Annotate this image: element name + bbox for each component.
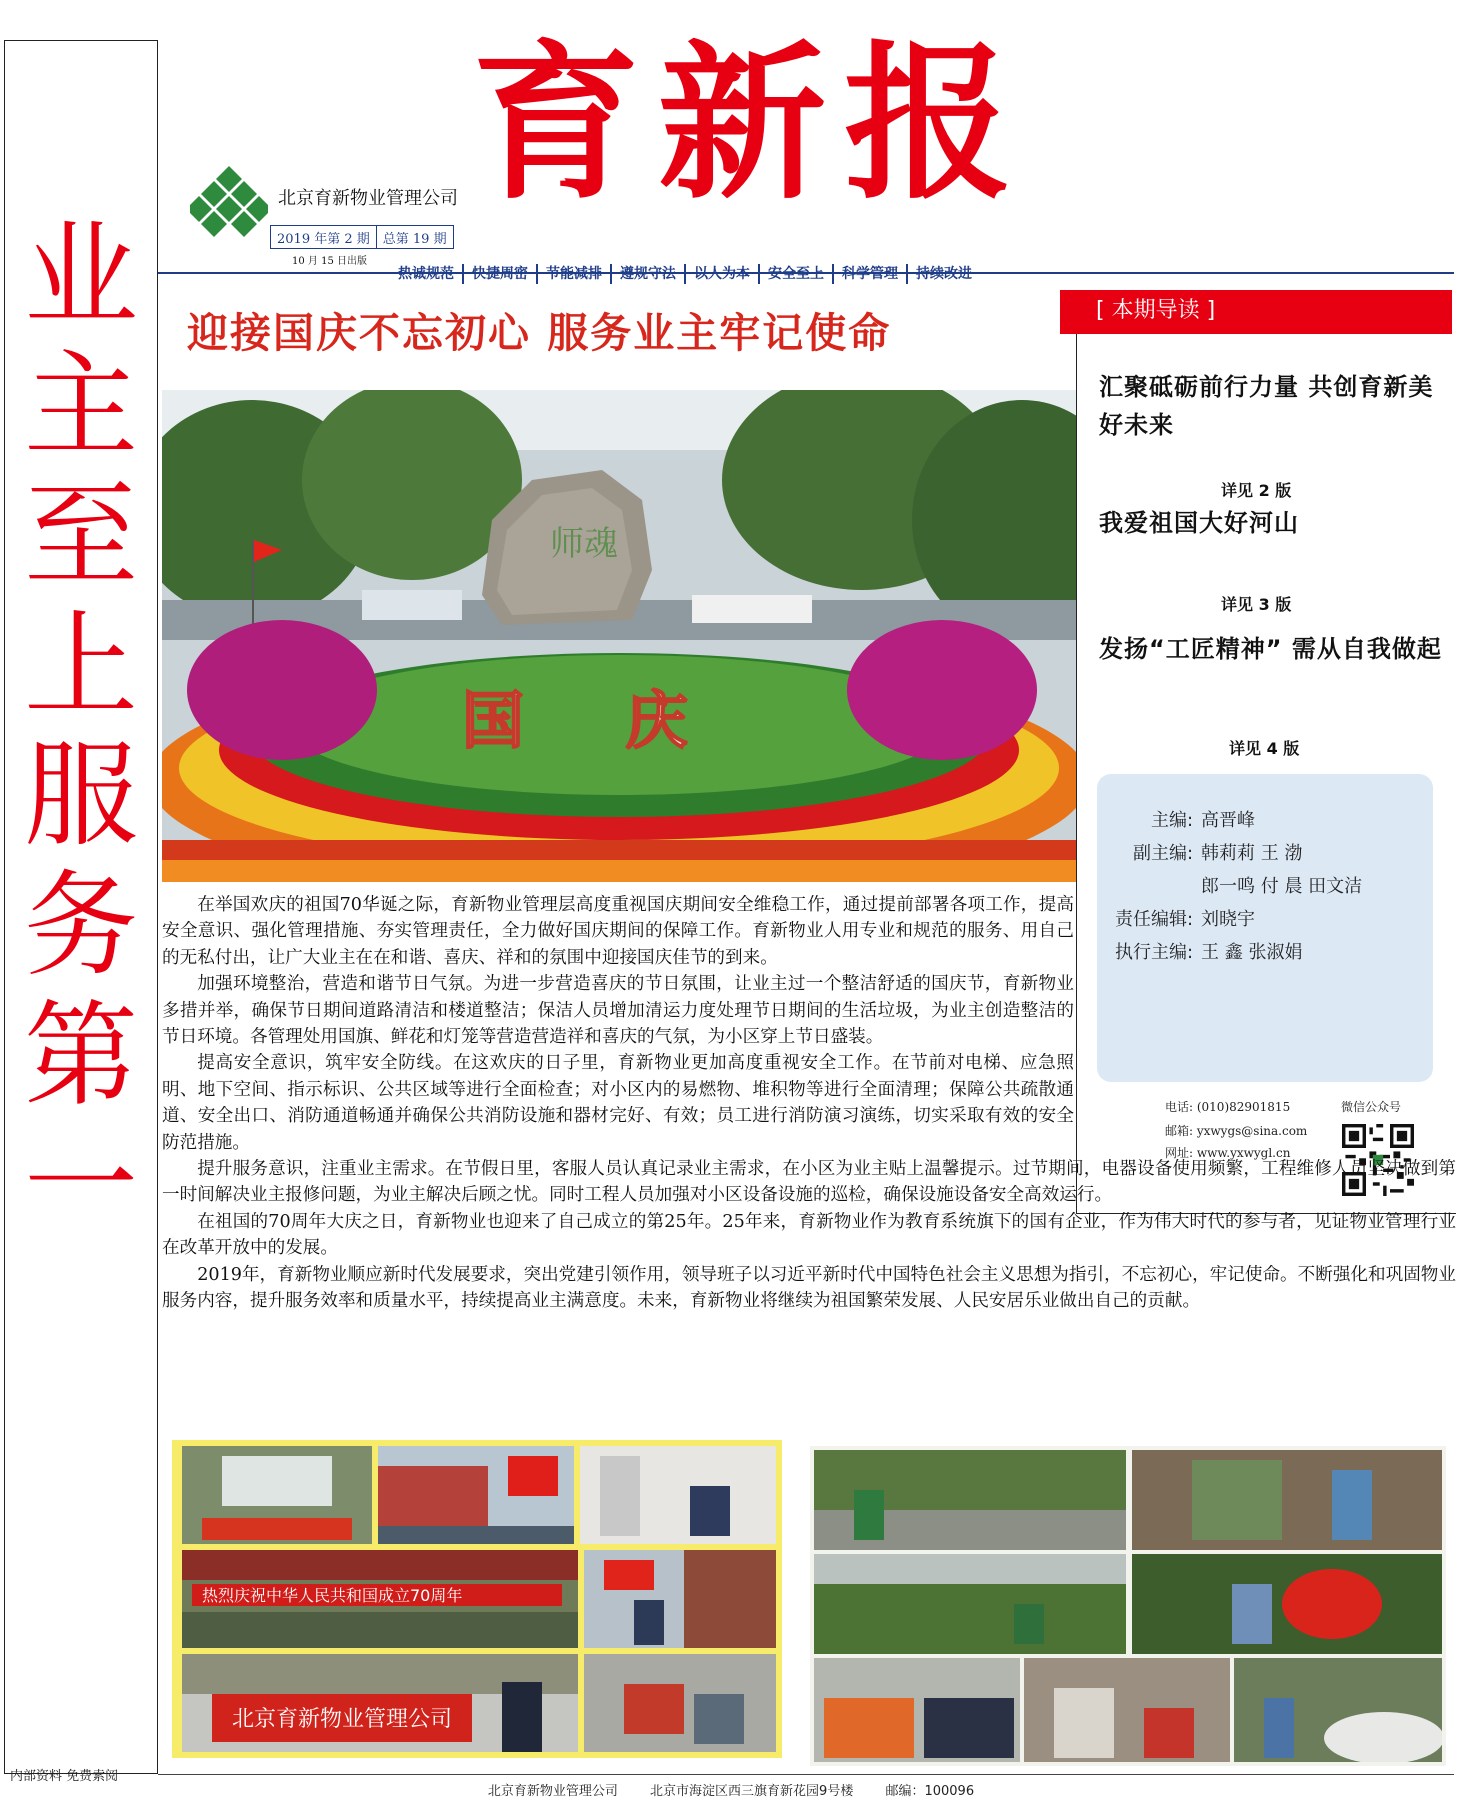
celebration-banner-photo [182,1550,578,1648]
motto-item: 科学管理 [832,264,906,284]
fire-extinguisher-photo [1234,1658,1442,1762]
slogan-char: 服 [23,729,138,862]
national-day-flowerbed-photo [162,390,1076,882]
deputy-editors: 韩莉莉 王 渤 [1201,843,1303,864]
photo-collage-right [810,1446,1446,1766]
side-footer-note: 内部资料 免费索阅 [10,1769,119,1784]
issue-total: 总第 19 期 [376,226,453,248]
company-banner-photo [182,1654,578,1752]
slogan-char: 一 [23,1119,138,1252]
guide-ref-1: 详见 2 版 [1221,481,1292,500]
banner-text-2: 北京育新物业管理公司 [232,1707,453,1732]
motto-item: 节能减排 [536,264,610,284]
motto-item: 持续改进 [906,264,980,284]
banner-text-1: 热烈庆祝中华人民共和国成立70周年 [202,1586,463,1605]
footer-rule [158,1774,1454,1775]
newspaper-masthead: 育新报 [472,26,1030,222]
page-footer [0,1780,1462,1799]
lead-headline: 迎接国庆不忘初心 服务业主牢记使命 [187,309,892,357]
article-paragraph: 在举国欢庆的祖国70华诞之际，育新物业管理层高度重视国庆期间安全维稳工作，通过提前部署各项工作，提高安全意识、强化管理措施、夯实管理责任，全力做好国庆期间的保障工作。育新物业人用专业和规范的服务、用自己的无私付出，让广大业主在在和谐、喜庆、祥和的氛围中迎接国庆佳节的到来。 [162,895,1074,968]
chief-editor-label: 主编: [1151,810,1194,831]
street-cleaning-photo [814,1450,1126,1550]
motto-item: 快捷周密 [462,264,536,284]
wall-painting-photo [1132,1450,1442,1550]
wechat-label: 微信公众号 [1341,1100,1402,1114]
article-paragraph: 提高安全意识，筑牢安全防线。在这欢庆的日子里，育新物业更加高度重视安全工作。在节前对电梯、应急照明、地下空间、指示标识、公共区域等进行全面检查；对小区内的易燃物、堆积物等进行全面清理；保障公共疏散通道、安全出口、消防通道畅通并确保公共消防设施和器材完好、有效；员工进行消防演习演练，切实采取有效的安全防范措施。 [162,1053,1074,1153]
footer-address: 北京市海淀区西三旗育新花园9号楼 [650,1784,854,1799]
duty-editor-label: 责任编辑: [1115,909,1194,930]
safety-check-photo [1024,1658,1230,1762]
slogan-char: 第 [23,989,138,1122]
motto-item: 安全至上 [758,264,832,284]
side-slogan-strip [4,40,158,1774]
article-paragraph: 在祖国的70周年大庆之日，育新物业也迎来了自己成立的第25年。25年来，育新物业作为教育系统旗下的国有企业，作为伟大时代的参与者，见证物业管理行业在改革开放中的发展。 [162,1211,1456,1259]
notice-board-photo [182,1446,372,1544]
article-paragraph: 2019年，育新物业顺应新时代发展要求，突出党建引领作用，领导班子以习近平新时代中国特色社会主义思想为指引，不忘初心，牢记使命。不断强化和巩固物业服务内容，提升服务效率和质量水平，持续提高业主满意度。未来，育新物业将继续为祖国繁荣发展、人民安居乐业做出自己的贡献。 [162,1264,1456,1312]
side-slogan [5,211,157,1251]
issue-info [270,225,454,249]
motto-item: 热诚规范 [398,266,454,282]
guide-ref-2: 详见 3 版 [1221,595,1292,614]
duty-editor: 刘晓宇 [1201,909,1255,930]
company-name: 北京育新物业管理公司 [278,188,458,209]
street-flags-photo [378,1446,574,1544]
footer-company: 北京育新物业管理公司 [487,1784,618,1799]
repair-cart-photo [584,1654,776,1752]
staff-inspection-photo [580,1446,776,1544]
exec-editors: 王 鑫 张淑娟 [1201,942,1303,963]
lead-article [162,892,1456,1315]
deputy-editor-label: 副主编: [1133,843,1194,864]
motto-item: 以人为本 [684,264,758,284]
contact-website[interactable]: 网址: www.yxwygl.cn [1165,1146,1291,1160]
guide-tab-label: [ 本期导读 ] [1096,298,1216,323]
guide-ref-3: 详见 4 版 [1229,739,1300,758]
slogan-char: 业 [23,209,138,342]
motto-item: 遵规守法 [610,264,684,284]
guide-item-1[interactable]: 汇聚砥砺前行力量 共创育新美好未来 [1099,373,1434,439]
fire-drill-team-photo [814,1658,1020,1762]
article-paragraph: 加强环境整治，营造和谐节日气氛。为进一步营造喜庆的节日氛围，让业主过一个整洁舒适的国庆节，育新物业多措并举，确保节日期间道路清洁和楼道整洁；保洁人员增加清运力度处理节日期间的生活垃圾，为业主创造整洁的节日环境。各管理处用国旗、鲜花和灯笼等营造营造祥和喜庆的气氛，为小区穿上节日盛装。 [162,974,1074,1048]
guide-item-2[interactable]: 我爱祖国大好河山 [1099,509,1299,537]
slogan-char: 务 [23,859,138,992]
contact-email[interactable]: 邮箱: yxwygs@sina.com [1165,1124,1308,1138]
slogan-char: 至 [23,469,138,602]
stone-inscription: 师魂 [550,524,618,564]
issue-number: 2019 年第 2 期 [277,232,370,247]
lantern-hanging-photo [1132,1554,1442,1654]
slogan-char: 主 [23,339,138,472]
issue-date: 10 月 15 日出版 [292,256,367,267]
article-paragraph: 提升服务意识，注重业主需求。在节假日里，客服人员认真记录业主需求，在小区为业主贴上温馨提示。过节期间，电器设备使用频繁，工程维修人员坚决做到第一时间解决业主报修问题，为业主解决后顾之忧。同时工程人员加强对小区设备设施的巡检，确保设施设备安全高效运行。 [162,1159,1456,1206]
flowerbed-text: 国 庆 [462,684,728,757]
hedge-trimming-photo [814,1554,1126,1654]
footer-postcode: 邮编：100096 [885,1784,975,1799]
deputy-editors-2: 郎一鸣 付 晨 田文洁 [1201,876,1363,897]
photo-collage-left [172,1440,782,1758]
flag-hanging-photo [584,1550,776,1648]
contact-phone: 电话: (010)82901815 [1165,1100,1291,1114]
guide-item-3[interactable]: 发扬“工匠精神” 需从自我做起 [1099,635,1442,663]
chief-editor: 高晋峰 [1201,810,1255,831]
slogan-char: 上 [23,599,138,732]
motto-bar [390,264,980,284]
company-logo-icon [190,164,268,240]
exec-editor-label: 执行主编: [1115,942,1194,963]
